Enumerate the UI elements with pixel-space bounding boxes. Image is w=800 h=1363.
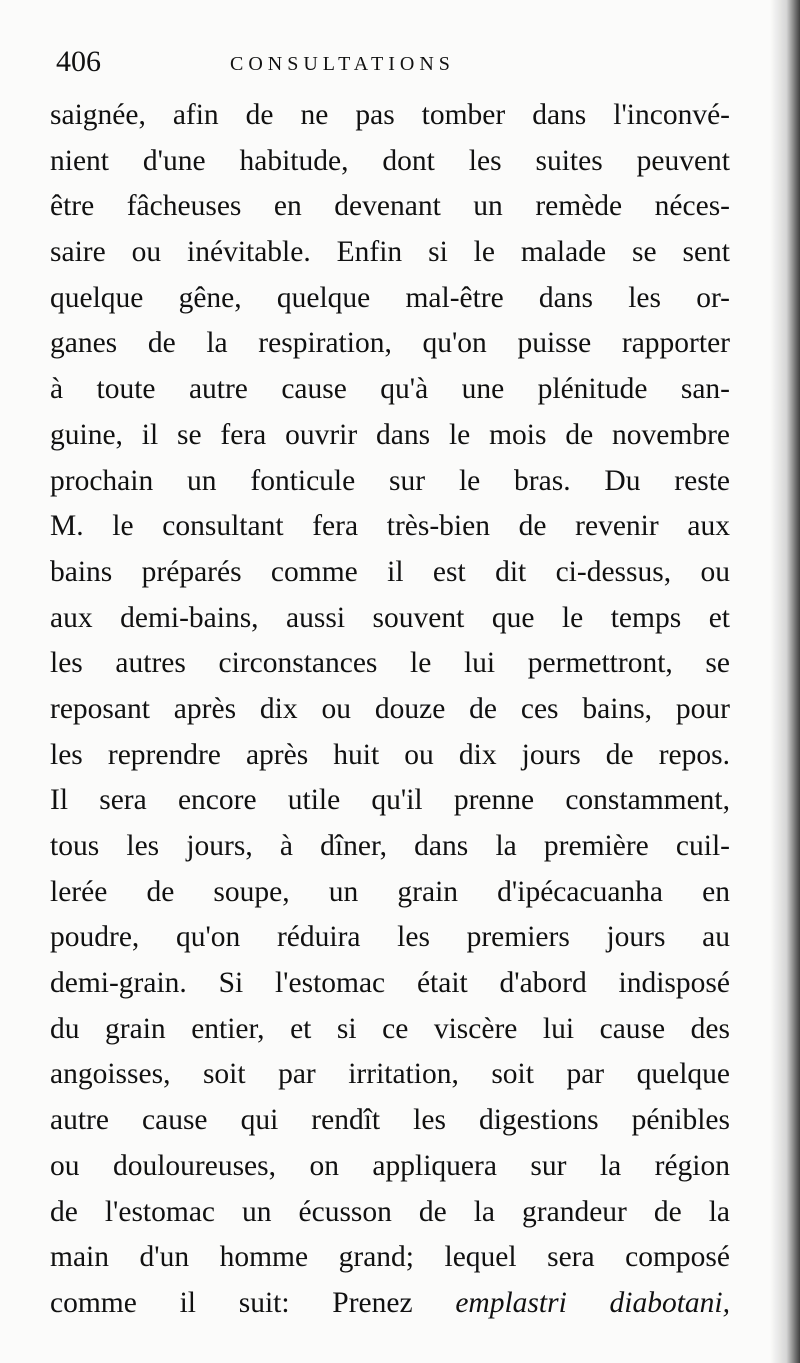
page-gutter-shadow [770,0,800,1363]
text-line: à toute autre cause qu'à une plénitude san- [50,373,730,406]
text-line: de l'estomac un écusson de la grandeur de la [50,1195,730,1228]
text-line: tous les jours, à dîner, dans la première cuil- [50,830,730,862]
text-line: bains préparés comme il est dit ci-dessus, ou [50,555,730,588]
text-line: angoisses, soit par irritation, soit par quelque [50,1058,730,1091]
running-title: CONSULTATIONS [230,53,455,75]
text-line: M. le consultant fera très-bien de revenir aux [50,510,730,543]
text-line: guine, il se fera ouvrir dans le mois de novembre [50,418,730,451]
text-line: aux demi-bains, aussi souvent que le temps et [50,601,730,634]
text-line: saire ou inévitable. Enfin si le malade se sent [50,236,730,269]
text-line: Il sera encore utile qu'il prenne constamment, [50,784,730,817]
text-line-final [50,1281,730,1327]
text-line: autre cause qui rendît les digestions pénibles [50,1104,730,1137]
text-line: être fâcheuses en devenant un remède néces- [50,190,730,223]
text-line: demi-grain. Si l'estomac était d'abord indisposé [50,967,730,1000]
text-line: reposant après dix ou douze de ces bains, pour [50,692,730,725]
text-line: ou douloureuses, on appliquera sur la région [50,1149,730,1182]
text-line-start: comme il suit: Prenez [50,1286,413,1319]
text-line: nient d'une habitude, dont les suites peuvent [50,144,730,177]
text-line: prochain un fonticule sur le bras. Du reste [50,464,730,497]
text-line: poudre, qu'on réduira les premiers jours au [50,921,730,954]
text-line: saignée, afin de ne pas tomber dans l'inconvé- [50,99,730,131]
running-head [56,42,746,82]
italic-latin-phrase: emplastri diabotani, [455,1286,730,1319]
text-line: les reprendre après huit ou dix jours de repos. [50,738,730,771]
text-line: ganes de la respiration, qu'on puisse rapporter [50,327,730,360]
text-line: du grain entier, et si ce viscère lui cause des [50,1012,730,1045]
text-line: quelque gêne, quelque mal-être dans les or- [50,281,730,314]
text-line: les autres circonstances le lui permettront, se [50,647,730,680]
text-line: main d'un homme grand; lequel sera composé [50,1241,730,1274]
page-number: 406 [56,45,101,78]
body-text [50,93,730,1327]
text-line: lerée de soupe, un grain d'ipécacuanha en [50,875,730,908]
